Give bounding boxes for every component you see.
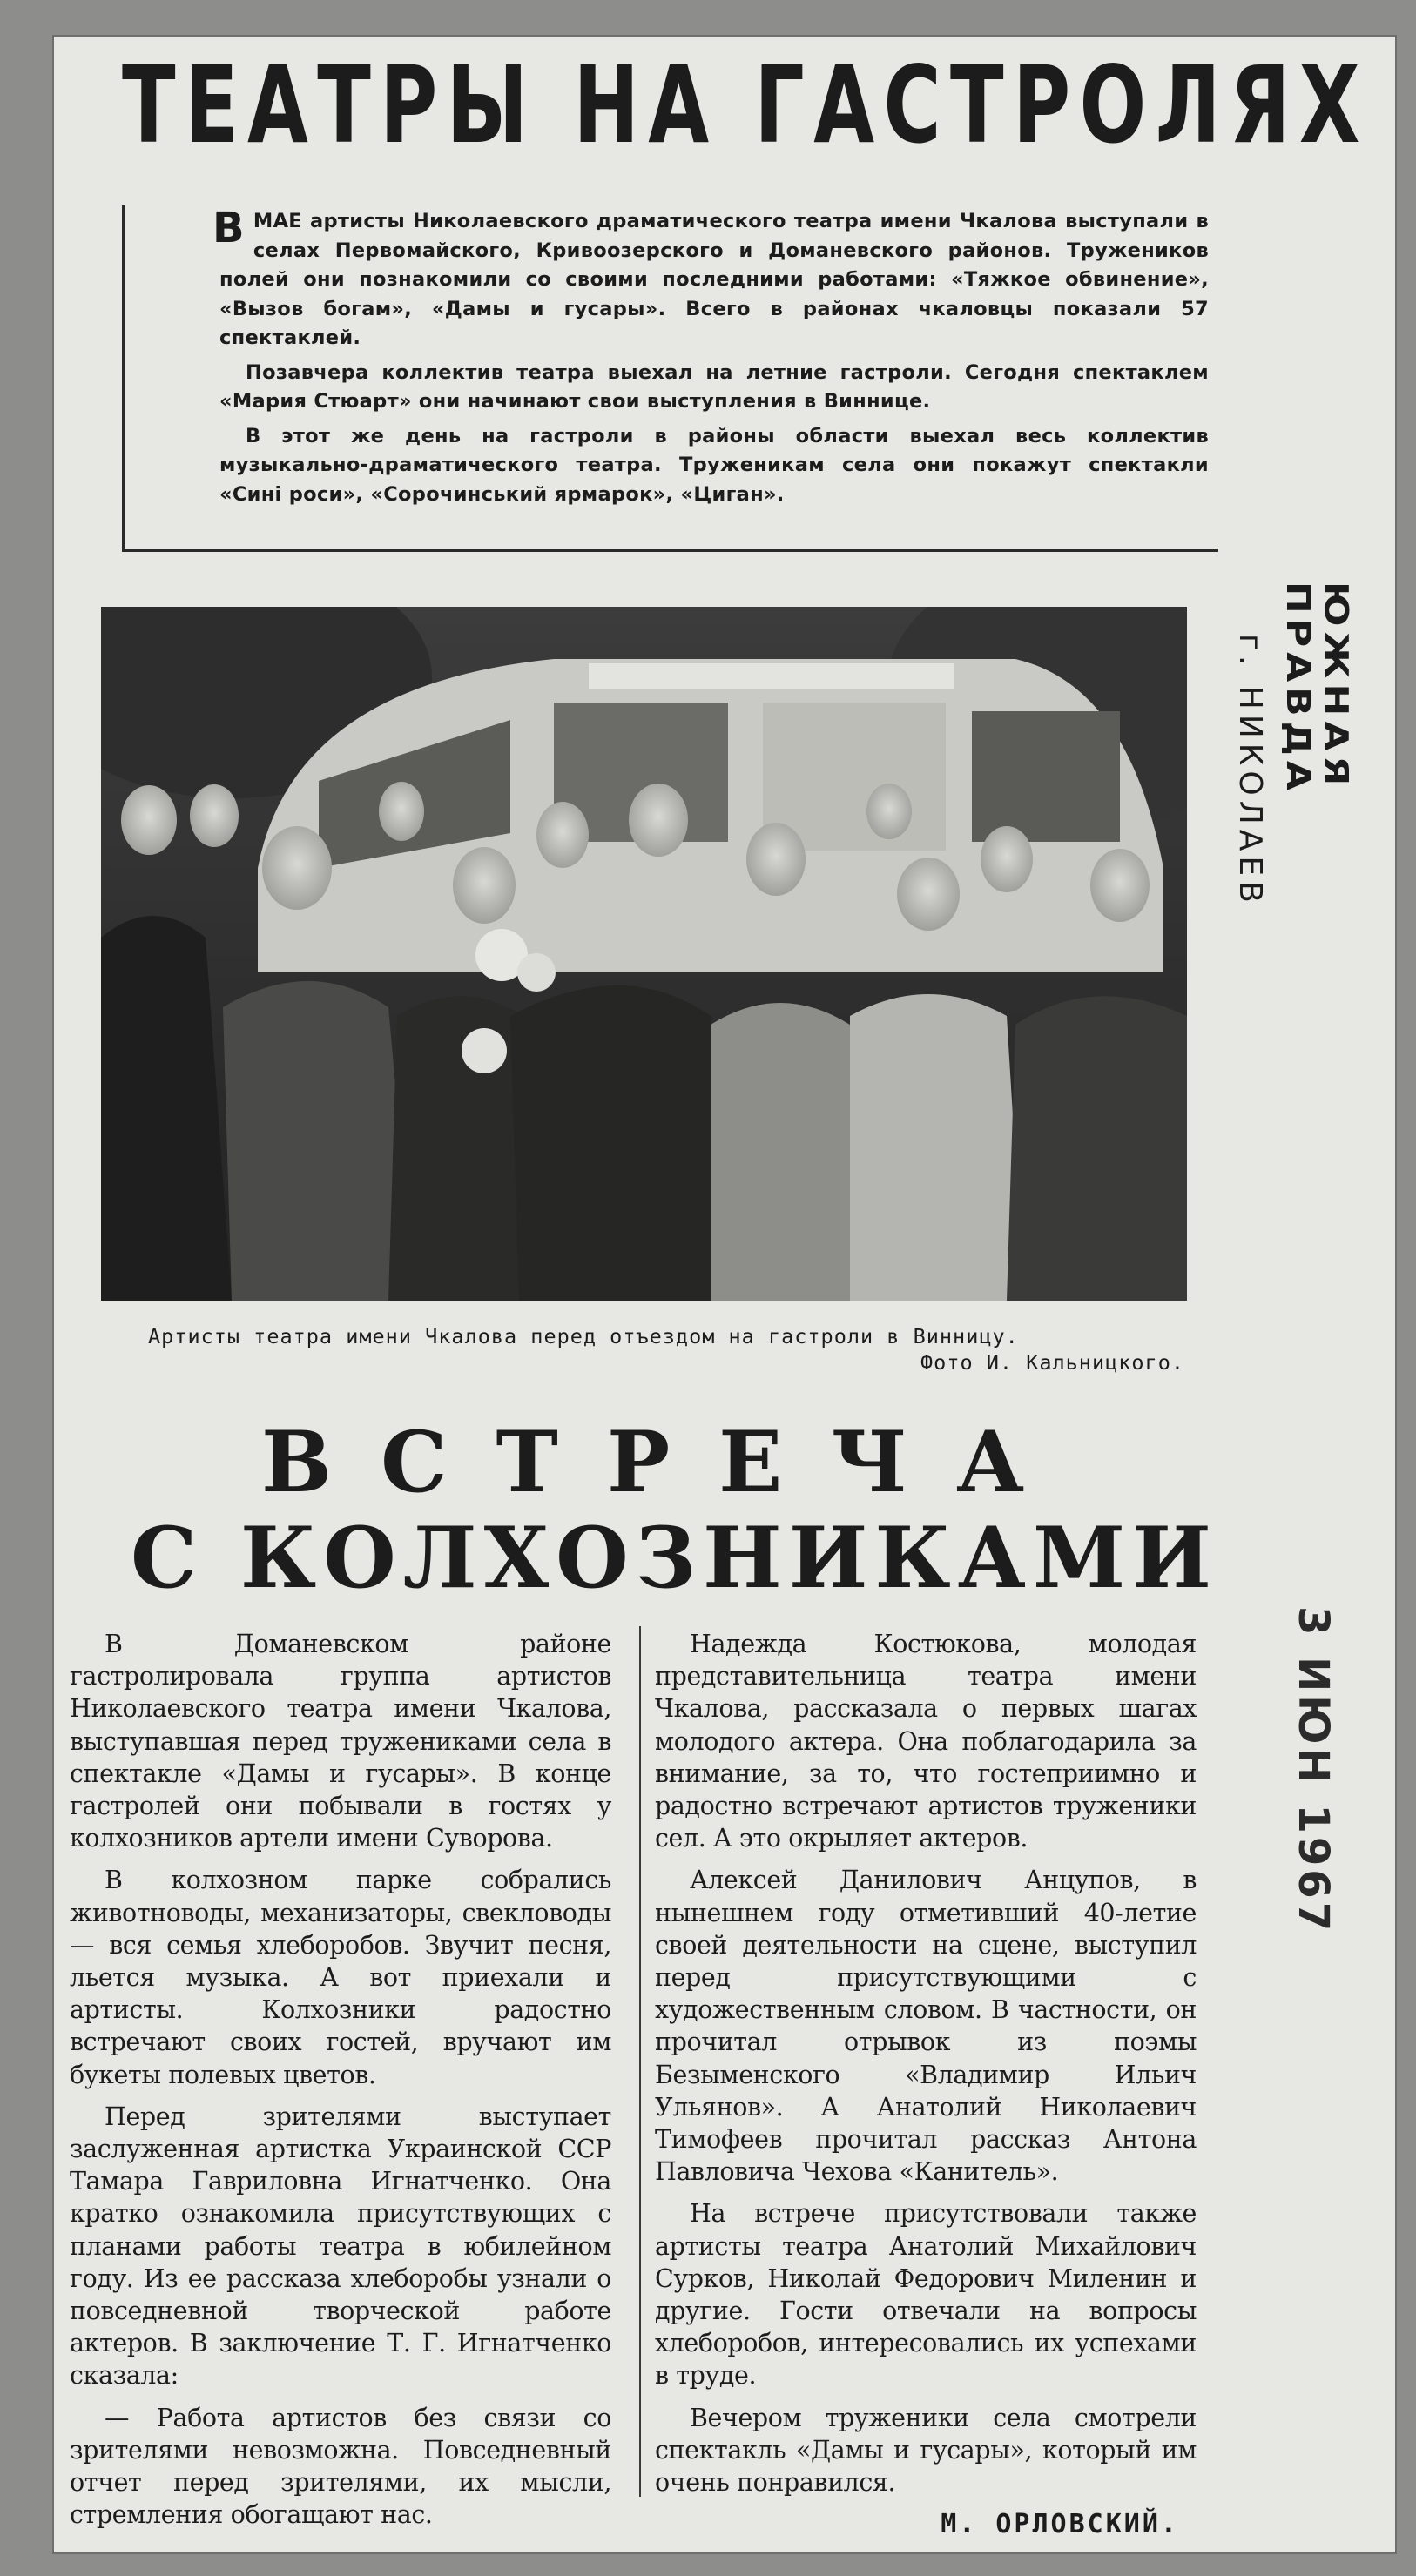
author-signature: М. ОРЛОВСКИЙ. <box>941 2509 1179 2540</box>
photo-illustration <box>101 607 1187 1301</box>
article-paragraph: Перед зрителями выступает заслуженная артистка Украинской ССР Тамара Гавриловна Игнатченко. Она кратко ознакомила присутствующих с планами работы театра в юбилейном году. Из ее рассказа хлеборобы узнали о повседневной творческой работе актеров. В заключение Т. Г. Игнатченко сказала: <box>70 2102 611 2391</box>
article-paragraph: — Работа артистов без связи со зрителями невозможна. Повседневный отчет перед зрителями, их мысли, стремления обогащают нас. <box>70 2403 611 2530</box>
photo-caption <box>148 1323 1202 1375</box>
article-headline <box>131 1415 1219 1606</box>
intro-paragraph-1: ВМАЕ артисты Николаевского драматического театра имени Чкалова выступали в селах Первомайского, Кривоозерского и Доманевского районов. Тружеников полей они познакомили со своими последними работами: «Тяжкое обвинение», «Вызов богам», «Дамы и гусары». Всего в районах чкаловцы показали 57 спектаклей. <box>212 204 1209 349</box>
caption-text: Артисты театра имени Чкалова перед отъездом на гастроли в Винницу. <box>148 1324 1019 1349</box>
newspaper-name: ЮЖНАЯ ПРАВДА <box>1278 582 1355 796</box>
date-stamp: 3 ИЮН 1967 <box>1289 1606 1338 1935</box>
article-column-left <box>70 1628 611 2540</box>
intro-paragraph-3: В этот же день на гастроли в районы области выехал весь коллектив музыкально-драматического театра. Труженикам села они покажут спектакли «Сині роси», «Сорочинський ярмарок», «Циган». <box>219 424 1209 506</box>
newspaper-masthead <box>1232 582 1355 999</box>
article-paragraph: Алексей Данилович Анцупов, в нынешнем году отметивший 40-летие своей деятельности на сцене, выступил перед присутствующими с художественным словом. В частности, он прочитал отрывок из поэмы Безыменского «Владимир Ильич Ульянов». А Анатолий Николаевич Тимофеев прочитал рассказ Антона Павловича Чехова «Канитель». <box>655 1866 1197 2187</box>
main-headline: ТЕАТРЫ НА ГАСТРОЛЯХ <box>122 44 1369 167</box>
intro-section <box>212 204 1209 515</box>
photo-credit: Фото И. Кальницкого. <box>920 1350 1184 1375</box>
column-divider <box>639 1626 641 2497</box>
dropcap: В <box>212 204 245 252</box>
article-paragraph: Вечером труженики села смотрели спектакль «Дамы и гусары», который им очень понравился. <box>655 2403 1197 2498</box>
article-paragraph: На встрече присутствовали также артисты театра Анатолий Михайлович Сурков, Николай Федорович Миленин и другие. Гости отвечали на вопросы хлеборобов, интересовались их успехами в труде. <box>655 2199 1197 2391</box>
article-headline-line-2: С КОЛХОЗНИКАМИ <box>131 1509 1218 1607</box>
intro-paragraph-2: Позавчера коллектив театра выехал на летние гастроли. Сегодня спектаклем «Мария Стюарт» они начинают свои выступления в Виннице. <box>219 360 1209 413</box>
newspaper-city: г. НИКОЛАЕВ <box>1232 634 1268 908</box>
article-headline-line-1: ВСТРЕЧА <box>261 1413 1074 1511</box>
article-column-right <box>655 1628 1197 2540</box>
article-paragraph: В колхозном парке собрались животноводы, механизаторы, свекловоды — вся семья хлеборобов. Звучит песня, льется музыка. А вот приехали и артисты. Колхозники радостно встречают своих гостей, вручают им букеты полевых цветов. <box>70 1866 611 2089</box>
article-paragraph: В Доманевском районе гастролировала группа артистов Николаевского театра имени Чкалова, выступавшая перед тружениками села в спектакле «Дамы и гусары». В конце гастролей они побывали в гостях у колхозников артели имени Суворова. <box>70 1630 611 1853</box>
article-paragraph: Надежда Костюкова, молодая представительница театра имени Чкалова, рассказала о первых шагах молодого актера. Она поблагодарила за внимание, за то, что гостеприимно и радостно встречают артистов труженики сел. А это окрыляет актеров. <box>655 1630 1197 1853</box>
group-photo <box>101 607 1187 1301</box>
